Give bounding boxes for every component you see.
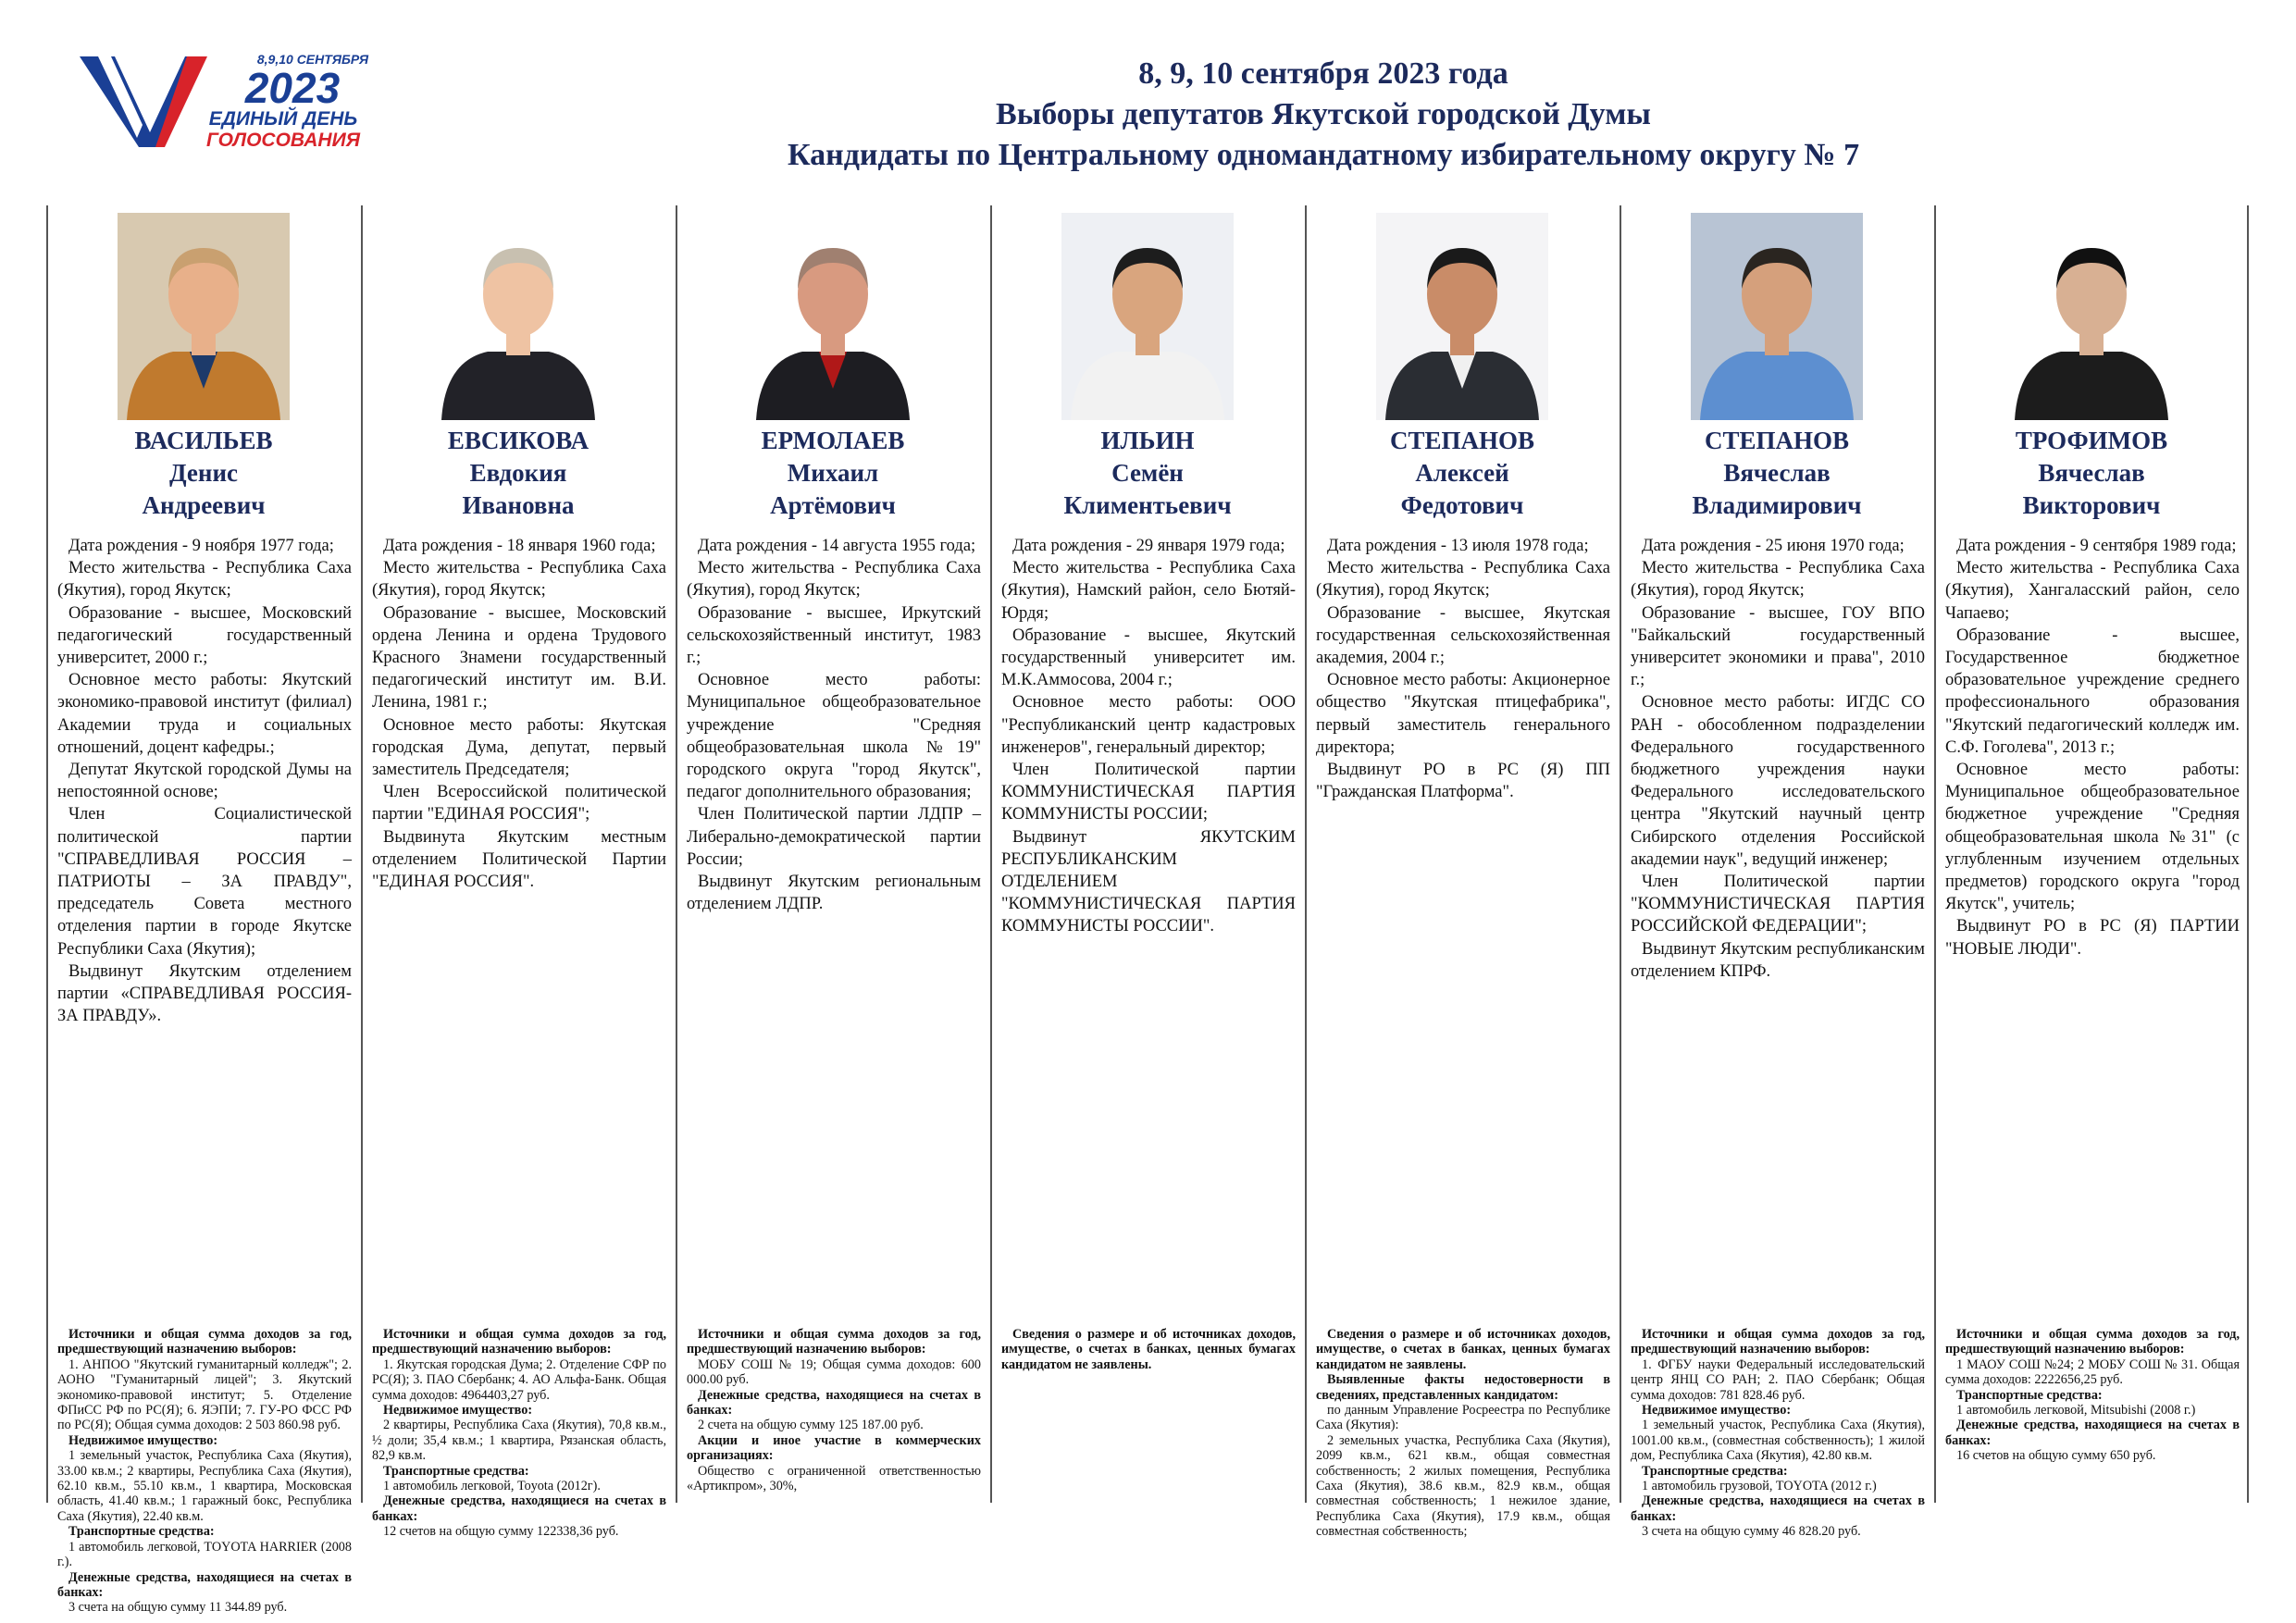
finance-heading: Недвижимое имущество: xyxy=(1642,1403,1792,1419)
candidate-photo xyxy=(1376,213,1548,420)
bio-line: Основное место работы: Якутский экономико-правовой институт (филиал) Академии труда и социальных отношений, доцент кафедры.; xyxy=(57,671,352,757)
column-divider xyxy=(1620,205,1621,1503)
candidate-finances xyxy=(57,1327,352,1616)
candidate-photo xyxy=(2005,213,2178,420)
candidate-name xyxy=(1620,424,1934,522)
candidate-finances xyxy=(372,1327,666,1540)
finance-heading: Денежные средства, находящиеся на счетах в банках: xyxy=(687,1387,981,1419)
bio-line: Выдвинут Якутским республиканским отделением КПРФ. xyxy=(1631,939,1925,981)
finance-text: 1 автомобиль легковой, Toyota (2012г). xyxy=(383,1479,601,1494)
bio-line: Выдвинут РО в РС (Я) ПАРТИИ "НОВЫЕ ЛЮДИ". xyxy=(1945,917,2240,959)
bio-line: Образование - высшее, Якутский государственный университет им. М.К.Аммосова, 2004 г.; xyxy=(1001,626,1296,690)
bio-line: Член Политической партии КОММУНИСТИЧЕСКАЯ ПАРТИЯ КОММУНИСТЫ РОССИИ; xyxy=(1001,761,1296,824)
bio-line: Дата рождения - 14 августа 1955 года; xyxy=(698,537,976,555)
bio-line: Место жительства - Республика Саха (Якутия), Намский район, село Бютяй-Юрдя; xyxy=(1001,559,1296,623)
bio-line: Основное место работы: Муниципальное общеобразовательное бюджетное учреждение "Средняя общеобразовательная школа №31" (с углубленным изучением отдельных предметов) городского округа "город Якутск", учитель; xyxy=(1945,761,2240,914)
candidate-patronymic: Андреевич xyxy=(142,491,266,519)
column-divider xyxy=(46,205,48,1503)
bio-line: Член Всероссийской политической партии "ЕДИНАЯ РОССИЯ"; xyxy=(372,783,666,824)
finance-heading: Сведения о размере и об источниках доходов, имуществе, о счетах в банках, ценных бумагах кандидатом не заявлены. xyxy=(1001,1327,1296,1372)
column-divider xyxy=(2247,205,2249,1503)
bio-line: Основное место работы: Акционерное общество "Якутская птицефабрика", первый заместитель генерального директора; xyxy=(1316,671,1610,757)
finance-text: 2 квартиры, Республика Саха (Якутия), 70,8 кв.м., ½ доли; 35,4 кв.м.; 1 квартира, Рязанская область, 82,9 кв.м. xyxy=(372,1418,666,1464)
finance-text: 1 автомобиль легковой, TOYOTA HARRIER (2008 г.). xyxy=(57,1539,352,1570)
finance-text: 1. ФГБУ науки Федеральный исследовательский центр ЯНЦ СО РАН; 2. ПАО Сбербанк; Общая сумма доходов: 781 828.46 руб. xyxy=(1631,1357,1925,1403)
bio-line: Выдвинут Якутским региональным отделением ЛДПР. xyxy=(687,873,981,914)
candidate-first-name: Денис xyxy=(169,459,238,487)
candidate-patronymic: Викторович xyxy=(2022,491,2161,519)
bio-line: Место жительства - Республика Саха (Якутия), город Якутск; xyxy=(1316,559,1610,601)
candidate-surname: ЕРМОЛАЕВ xyxy=(761,427,905,454)
candidate-finances xyxy=(1316,1327,1610,1540)
candidates-grid xyxy=(46,205,2249,1616)
finance-heading: Выявленные факты недостоверности в сведениях, представленных кандидатом: xyxy=(1316,1372,1610,1403)
candidate-photo xyxy=(432,213,604,420)
bio-line: Место жительства - Республика Саха (Якутия), город Якутск; xyxy=(372,559,666,601)
candidate-finances xyxy=(1631,1327,1925,1540)
candidate-photo xyxy=(1691,213,1863,420)
candidate-finances xyxy=(1001,1327,1296,1372)
candidate-patronymic: Ивановна xyxy=(462,491,575,519)
finance-heading: Источники и общая сумма доходов за год, предшествующий назначению выборов: xyxy=(687,1327,981,1357)
candidate-surname: СТЕПАНОВ xyxy=(1389,427,1535,454)
finance-text: Общество с ограниченной ответственностью «Артикпром», 30%, xyxy=(687,1463,981,1494)
candidate-surname: ТРОФИМОВ xyxy=(2015,427,2168,454)
check-mark-icon xyxy=(80,56,207,147)
finance-text: 3 счета на общую сумму 11 344.89 руб. xyxy=(68,1600,288,1616)
candidate-patronymic: Климентьевич xyxy=(1063,491,1232,519)
finance-heading: Денежные средства, находящиеся на счетах в банках: xyxy=(1631,1493,1925,1524)
candidate-surname: СТЕПАНОВ xyxy=(1704,427,1850,454)
candidate-first-name: Семён xyxy=(1111,459,1184,487)
finance-text: по данным Управление Росреестра по Республике Саха (Якутия): xyxy=(1316,1403,1610,1433)
election-day-logo xyxy=(78,51,383,153)
bio-line: Основное место работы: ИГДС СО РАН - обособленном подразделении Федерального государственного бюджетного учреждения науки Федерального исследовательского центра "Якутский научный центр Сибирского отделения Российской академии наук", ведущий инженер; xyxy=(1631,693,1925,869)
header-election: Выборы депутатов Якутской городской Думы xyxy=(996,97,1651,131)
finance-text: 1 автомобиль грузовой, TOYOTA (2012 г.) xyxy=(1642,1479,1877,1494)
bio-line: Выдвинут РО в РС (Я) ПП "Гражданская Платформа". xyxy=(1316,761,1610,802)
candidate-bio xyxy=(1631,535,1925,983)
candidate-bio xyxy=(1945,535,2240,960)
finance-text: 1. АНПОО "Якутский гуманитарный колледж"; 2. АОНО "Гуманитарный лицей"; 3. Якутский экономико-правовой институт; 5. Отделение ФПиСС РФ по РС(Я); 6. ЯЭПИ; 7. ГУ-РО ФСС РФ по РС(Я); Общая сумма доходов: 2 503 860.98 руб. xyxy=(57,1357,352,1433)
candidate-patronymic: Артёмович xyxy=(770,491,896,519)
bio-line: Член Политической партии "КОММУНИСТИЧЕСКАЯ ПАРТИЯ РОССИЙСКОЙ ФЕДЕРАЦИИ"; xyxy=(1631,873,1925,936)
candidate-column xyxy=(1305,205,1620,1540)
candidate-bio xyxy=(1001,535,1296,938)
candidate-surname: ЕВСИКОВА xyxy=(447,427,590,454)
candidate-bio xyxy=(372,535,666,893)
candidate-surname: ВАСИЛЬЕВ xyxy=(134,427,273,454)
finance-heading: Денежные средства, находящиеся на счетах в банках: xyxy=(1945,1418,2240,1448)
finance-heading: Источники и общая сумма доходов за год, предшествующий назначению выборов: xyxy=(372,1327,666,1357)
bio-line: Образование - высшее, Московский педагогический государственный университет, 2000 г.; xyxy=(57,603,352,668)
finance-text: 1 земельный участок, Республика Саха (Якутия), 1001.00 кв.м., (совместная собственность); 1 жилой дом, Республика Саха (Якутия), 42.80 кв.м. xyxy=(1631,1418,1925,1464)
candidate-name xyxy=(46,424,361,522)
bio-line: Образование - высшее, Якутская государственная сельскохозяйственная академия, 2004 г.; xyxy=(1316,603,1610,668)
finance-text: 2 земельных участка, Республика Саха (Якутия), 2099 кв.м., 621 кв.м., общая совместная собственность; 2 жилых помещения, Республика Саха (Якутия), 38.6 кв.м., 82.9 кв.м., общая совместная собственность; 1 нежилое здание, Республика Саха (Якутия), 17.9 кв.м., общая совместная собственность; xyxy=(1316,1432,1610,1540)
finance-text: 3 счета на общую сумму 46 828.20 руб. xyxy=(1642,1524,1861,1540)
bio-line: Основное место работы: ООО "Республиканский центр кадастровых инженеров", генеральный директор; xyxy=(1001,693,1296,757)
finance-text: МОБУ СОШ № 19; Общая сумма доходов: 600 000.00 руб. xyxy=(687,1357,981,1388)
bio-line: Выдвинут Якутским отделением партии «СПРАВЕДЛИВАЯ РОССИЯ-ЗА ПРАВДУ». xyxy=(57,961,352,1026)
candidate-first-name: Алексей xyxy=(1415,459,1509,487)
logo-date: 8,9,10 СЕНТЯБРЯ xyxy=(256,52,369,67)
finance-heading: Источники и общая сумма доходов за год, предшествующий назначению выборов: xyxy=(1945,1327,2240,1357)
header-district: Кандидаты по Центральному одномандатному избирательному округу № 7 xyxy=(787,138,1860,172)
candidate-finances xyxy=(1945,1327,2240,1464)
candidate-surname: ИЛЬИН xyxy=(1100,427,1195,454)
bio-line: Дата рождения - 13 июля 1978 года; xyxy=(1327,537,1589,555)
finance-heading: Источники и общая сумма доходов за год, предшествующий назначению выборов: xyxy=(57,1327,352,1357)
bio-line: Место жительства - Республика Саха (Якутия), город Якутск; xyxy=(1631,559,1925,601)
column-divider xyxy=(361,205,363,1503)
candidate-patronymic: Федотович xyxy=(1400,491,1524,519)
header-dates: 8, 9, 10 сентября 2023 года xyxy=(1138,56,1508,91)
bio-line: Выдвинута Якутским местным отделением Политической Партии "ЕДИНАЯ РОССИЯ". xyxy=(372,827,666,892)
bio-line: Место жительства - Республика Саха (Якутия), город Якутск; xyxy=(57,559,352,601)
finance-heading: Денежные средства, находящиеся на счетах в банках: xyxy=(372,1493,666,1524)
candidate-column xyxy=(46,205,361,1616)
finance-heading: Транспортные средства: xyxy=(1642,1463,1788,1479)
page-header xyxy=(574,54,2073,176)
finance-heading: Транспортные средства: xyxy=(68,1524,215,1540)
column-divider xyxy=(990,205,992,1503)
finance-heading: Сведения о размере и об источниках доходов, имуществе, о счетах в банках, ценных бумагах кандидатом не заявлены. xyxy=(1316,1327,1610,1372)
finance-heading: Источники и общая сумма доходов за год, предшествующий назначению выборов: xyxy=(1631,1327,1925,1357)
bio-line: Основное место работы: Якутская городская Дума, депутат, первый заместитель Председателя; xyxy=(372,715,666,780)
candidate-photo xyxy=(118,213,290,420)
candidate-bio xyxy=(687,535,981,915)
finance-text: 1. Якутская городская Дума; 2. Отделение СФР по РС(Я); 3. ПАО Сбербанк; 4. АО Альфа-Банк. Общая сумма доходов: 4964403,27 руб. xyxy=(372,1357,666,1403)
finance-text: 12 счетов на общую сумму 122338,36 руб. xyxy=(383,1524,619,1540)
candidate-bio xyxy=(1316,535,1610,803)
candidate-column xyxy=(361,205,676,1540)
bio-line: Место жительства - Республика Саха (Якутия), город Якутск; xyxy=(687,559,981,601)
bio-line: Член Политической партии ЛДПР – Либерально-демократической партии России; xyxy=(687,805,981,869)
bio-line: Образование - высшее, Московский ордена Ленина и ордена Трудового Красного Знамени государственный педагогический институт им. В.И. Ленина, 1981 г.; xyxy=(372,603,666,712)
finance-text: 16 счетов на общую сумму 650 руб. xyxy=(1956,1448,2156,1464)
candidate-name xyxy=(361,424,676,522)
candidate-column xyxy=(990,205,1305,1503)
bio-line: Образование - высшее, Иркутский сельскохозяйственный институт, 1983 г.; xyxy=(687,603,981,668)
candidate-patronymic: Владимирович xyxy=(1692,491,1862,519)
bio-line: Дата рождения - 9 сентября 1989 года; xyxy=(1956,537,2237,555)
candidate-column xyxy=(1934,205,2249,1503)
logo-line2: ГОЛОСОВАНИЯ xyxy=(205,130,361,151)
logo-line1: ЕДИНЫЙ ДЕНЬ xyxy=(208,108,358,130)
candidate-name xyxy=(1305,424,1620,522)
candidate-first-name: Вячеслав xyxy=(1723,459,1831,487)
finance-heading: Транспортные средства: xyxy=(1956,1387,2103,1403)
finance-text: 1 МАОУ СОШ №24; 2 МОБУ СОШ № 31. Общая сумма доходов: 2222656,25 руб. xyxy=(1945,1357,2240,1388)
candidate-bio xyxy=(57,535,352,1027)
logo-year: 2023 xyxy=(244,64,341,112)
candidate-first-name: Михаил xyxy=(787,459,879,487)
bio-line: Дата рождения - 29 января 1979 года; xyxy=(1012,537,1285,555)
bio-line: Образование - высшее, ГОУ ВПО "Байкальский государственный университет экономики и права", 2010 г.; xyxy=(1631,603,1925,690)
bio-line: Выдвинут ЯКУТСКИМ РЕСПУБЛИКАНСКИМ ОТДЕЛЕНИЕМ "КОММУНИСТИЧЕСКАЯ ПАРТИЯ КОММУНИСТЫ РОССИИ". xyxy=(1001,827,1296,936)
bio-line: Образование - высшее, Государственное бюджетное образовательное учреждение среднего профессионального образования "Якутский педагогический колледж им. С.Ф. Гоголева", 2013 г.; xyxy=(1945,626,2240,757)
finance-heading: Недвижимое имущество: xyxy=(68,1432,218,1448)
column-divider xyxy=(1305,205,1307,1503)
bio-line: Дата рождения - 9 ноября 1977 года; xyxy=(68,537,334,555)
finance-heading: Недвижимое имущество: xyxy=(383,1403,533,1419)
finance-text: 1 автомобиль легковой, Mitsubishi (2008 г.) xyxy=(1956,1403,2196,1419)
finance-text: 2 счета на общую сумму 125 187.00 руб. xyxy=(698,1418,924,1433)
candidate-column xyxy=(676,205,990,1503)
bio-line: Дата рождения - 25 июня 1970 года; xyxy=(1642,537,1905,555)
column-divider xyxy=(1934,205,1936,1503)
bio-line: Депутат Якутской городской Думы на непостоянной основе; xyxy=(57,761,352,802)
candidate-name xyxy=(990,424,1305,522)
candidate-name xyxy=(1934,424,2249,522)
candidate-column xyxy=(1620,205,1934,1540)
candidate-name xyxy=(676,424,990,522)
finance-heading: Транспортные средства: xyxy=(383,1463,529,1479)
candidate-first-name: Вячеслав xyxy=(2038,459,2145,487)
candidate-finances xyxy=(687,1327,981,1493)
bio-line: Основное место работы: Муниципальное общеобразовательное учреждение "Средняя общеобразовательная школа №19" городского округа "город Якутск", педагог дополнительного образования; xyxy=(687,671,981,802)
finance-text: 1 земельный участок, Республика Саха (Якутия), 33.00 кв.м.; 2 квартиры, Республика Саха (Якутия), 62.10 кв.м., 55.10 кв.м., 1 квартира, Московская область, 41.40 кв.м.; 1 гаражный бокс, Республика Саха (Якутия), 22.40 кв.м. xyxy=(57,1448,352,1524)
column-divider xyxy=(676,205,677,1503)
bio-line: Дата рождения - 18 января 1960 года; xyxy=(383,537,656,555)
finance-heading: Денежные средства, находящиеся на счетах в банках: xyxy=(57,1569,352,1600)
candidate-photo xyxy=(747,213,919,420)
bio-line: Место жительства - Республика Саха (Якутия), Хангаласский район, село Чапаево; xyxy=(1945,559,2240,623)
candidate-first-name: Евдокия xyxy=(469,459,567,487)
finance-heading: Акции и иное участие в коммерческих организациях: xyxy=(687,1432,981,1464)
candidate-photo xyxy=(1061,213,1234,420)
bio-line: Член Социалистической политической партии "СПРАВЕДЛИВАЯ РОССИЯ – ПАТРИОТЫ – ЗА ПРАВДУ", председатель Совета местного отделения партии в городе Якутске Республики Саха (Якутия); xyxy=(57,805,352,959)
